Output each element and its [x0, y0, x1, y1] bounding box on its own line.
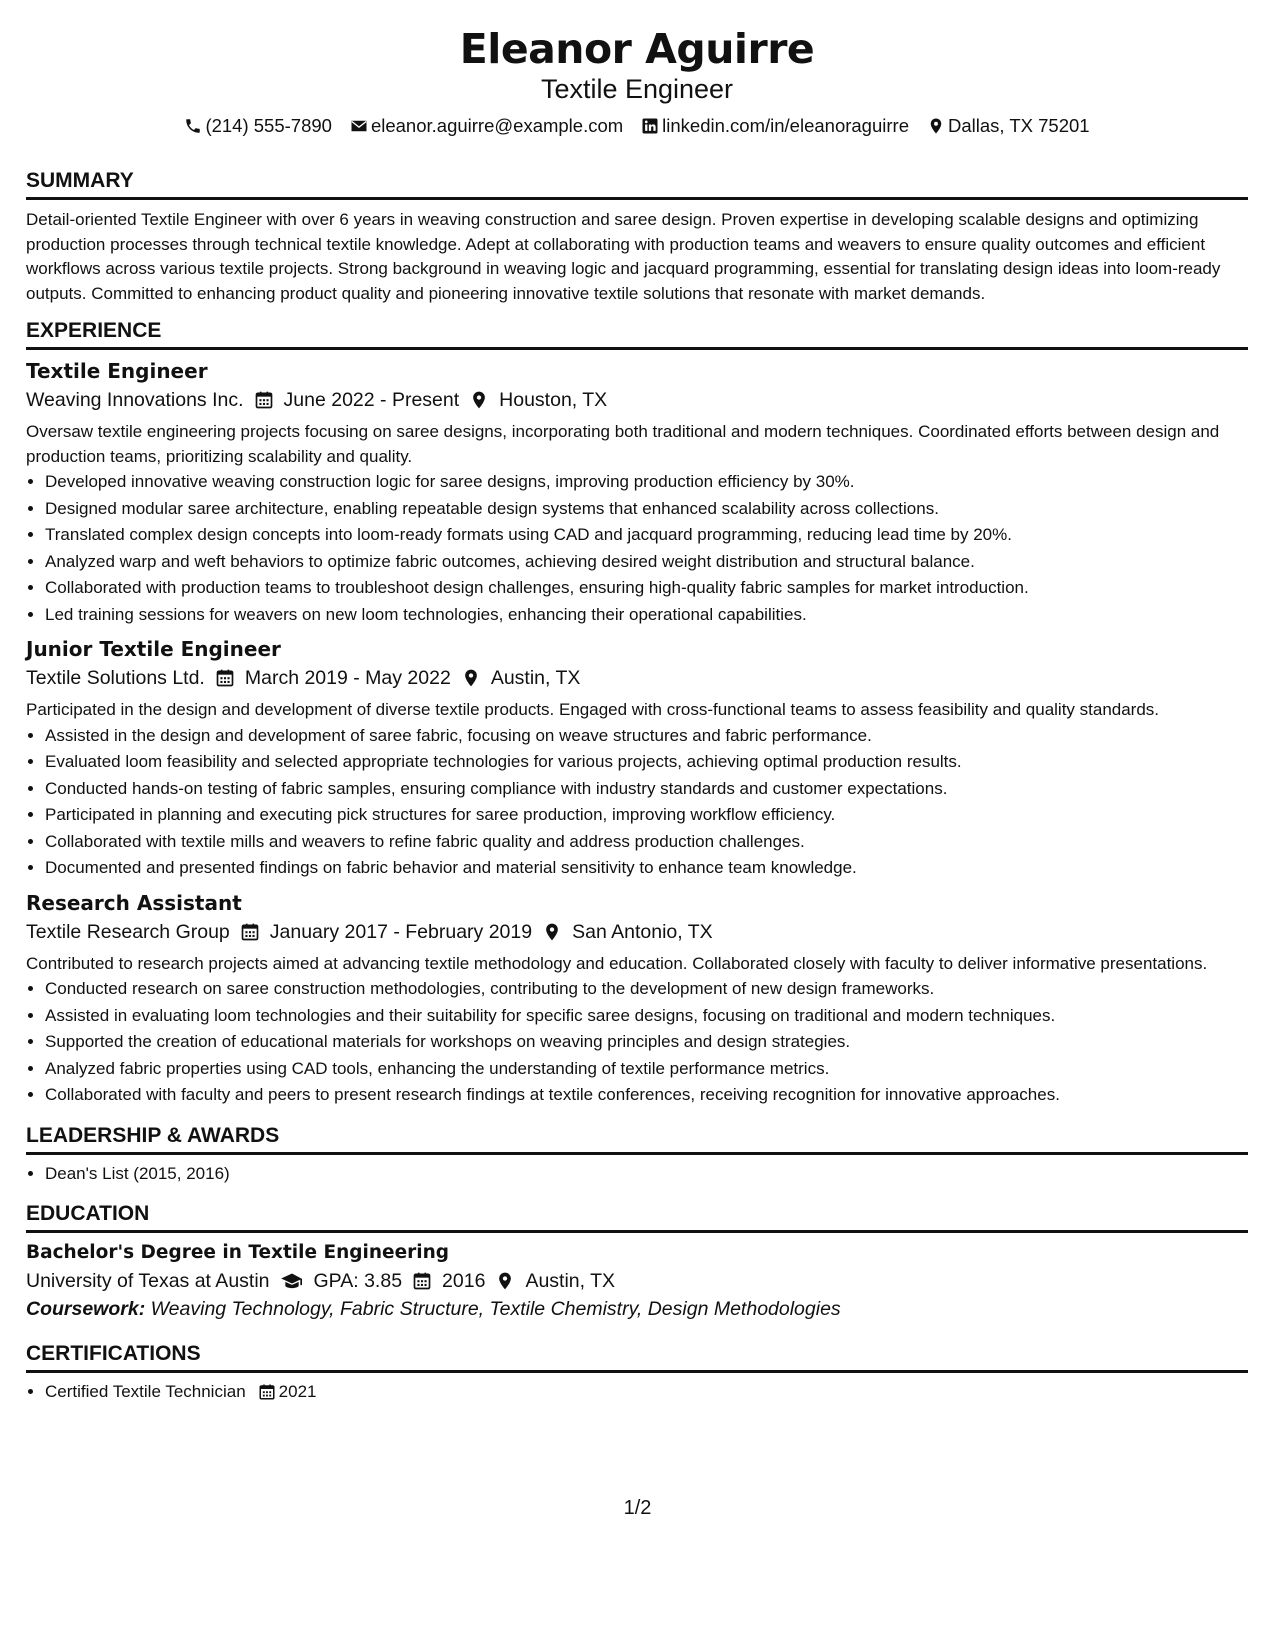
page-number: 1/2	[623, 1497, 652, 1519]
list-item: • Collaborated with textile mills and weavers to refine fabric quality and address production challenges.	[45, 829, 1248, 856]
calendar-icon	[258, 1383, 276, 1401]
location-text: Dallas, TX 75201	[947, 115, 1090, 136]
coursework-label: Coursework:	[26, 1298, 146, 1320]
education-school: University of Texas at Austin	[26, 1270, 270, 1292]
list-item: • Conducted hands-on testing of fabric samples, ensuring compliance with industry standards and customer expectations.	[45, 776, 1248, 803]
job-meta	[26, 918, 1248, 946]
summary-section	[26, 168, 1248, 306]
list-item: • Conducted research on saree construction methodologies, contributing to the development of new design frameworks.	[45, 976, 1248, 1003]
map-pin-icon	[542, 922, 562, 942]
contact-location	[927, 114, 1090, 138]
envelope-icon	[350, 117, 368, 135]
phone-icon	[184, 117, 202, 135]
list-item: • Collaborated with faculty and peers to present research findings at textile conferences, receiving recognition for innovative approaches.	[45, 1082, 1248, 1109]
list-item	[45, 1379, 1248, 1406]
education-degree: Bachelor's Degree in Textile Engineering	[26, 1242, 450, 1263]
list-item: • Evaluated loom feasibility and selected appropriate technologies for various projects, achieving optimal production results.	[45, 749, 1248, 776]
section-heading: EXPERIENCE	[26, 318, 1248, 350]
education-meta	[26, 1267, 1248, 1295]
leadership-section	[26, 1123, 1248, 1188]
list-item: • Analyzed fabric properties using CAD tools, enhancing the understanding of textile performance metrics.	[45, 1056, 1248, 1083]
list-item: • Participated in planning and executing pick structures for saree production, improving workflow efficiency.	[45, 802, 1248, 829]
linkedin-text[interactable]: linkedin.com/in/eleanoraguirre	[662, 115, 909, 136]
graduation-cap-icon	[280, 1271, 304, 1291]
map-pin-icon	[461, 668, 481, 688]
section-heading: LEADERSHIP & AWARDS	[26, 1123, 1248, 1155]
job-description: Oversaw textile engineering projects focusing on saree designs, incorporating both traditional and modern techniques. Coordinated efforts between design and production teams, prioritizing scalability and quality.	[26, 422, 1220, 466]
experience-section	[26, 318, 1248, 1109]
contact-linkedin[interactable]	[641, 114, 909, 138]
map-pin-icon	[469, 390, 489, 410]
education-section	[26, 1201, 1248, 1323]
job-description: Contributed to research projects aimed at advancing textile methodology and education. Collaborated closely with faculty to deliver informative presentations.	[26, 953, 1208, 973]
job-description: Participated in the design and development of diverse textile products. Engaged with cross-functional teams to assess feasibility and quality standards.	[26, 700, 1160, 719]
linkedin-icon	[641, 117, 659, 135]
certifications-section	[26, 1341, 1248, 1406]
section-heading: CERTIFICATIONS	[26, 1341, 1248, 1373]
contact-email[interactable]	[350, 114, 623, 138]
calendar-icon	[215, 668, 235, 688]
education-coursework	[26, 1295, 1248, 1323]
section-heading: EDUCATION	[26, 1201, 1248, 1233]
resume-header	[26, 25, 1248, 138]
job-entry	[26, 636, 1248, 882]
job-company: Weaving Innovations Inc.	[26, 389, 244, 411]
education-gpa: GPA: 3.85	[313, 1270, 403, 1292]
section-heading: SUMMARY	[26, 168, 1248, 200]
certification-date	[258, 1379, 317, 1406]
resume-page	[26, 0, 1248, 1406]
list-item: • Documented and presented findings on fabric behavior and material sensitivity to enhance team knowledge.	[45, 855, 1248, 882]
job-dates: June 2022 - Present	[283, 389, 460, 411]
job-location: Austin, TX	[490, 667, 581, 689]
job-bullets	[26, 976, 1248, 1109]
job-meta	[26, 386, 1248, 414]
calendar-icon	[240, 922, 260, 942]
map-pin-icon	[495, 1271, 515, 1291]
job-role: Textile Engineer	[26, 359, 208, 383]
list-item: • Assisted in the design and development of saree fabric, focusing on weave structures and fabric performance.	[45, 723, 1248, 750]
contact-phone	[184, 114, 332, 138]
contact-bar	[26, 114, 1248, 138]
list-item: • Designed modular saree architecture, enabling repeatable design systems that enhanced scalability across collections.	[45, 496, 1248, 523]
certification-year: 2021	[278, 1382, 317, 1401]
list-item: • Collaborated with production teams to troubleshoot design challenges, ensuring high-quality fabric samples for market introduction.	[45, 575, 1248, 602]
job-role: Junior Textile Engineer	[26, 637, 281, 661]
awards-list	[26, 1161, 1248, 1188]
job-company: Textile Solutions Ltd.	[26, 667, 205, 689]
phone-text: (214) 555-7890	[205, 115, 332, 136]
certification-name: • Certified Textile Technician	[45, 1382, 246, 1401]
list-item: • Translated complex design concepts into loom-ready formats using CAD and jacquard programming, reducing lead time by 20%.	[45, 522, 1248, 549]
job-meta	[26, 664, 1248, 692]
job-entry	[26, 890, 1248, 1109]
list-item: • Dean's List (2015, 2016)	[45, 1161, 1248, 1188]
list-item: • Developed innovative weaving construction logic for saree designs, improving production efficiency by 30%.	[45, 469, 1248, 496]
list-item: • Assisted in evaluating loom technologies and their suitability for specific saree designs, focusing on traditional and modern techniques.	[45, 1003, 1248, 1030]
certifications-list	[26, 1379, 1248, 1406]
job-bullets	[26, 723, 1248, 882]
job-role: Research Assistant	[26, 890, 242, 915]
candidate-name: Eleanor Aguirre	[459, 25, 815, 73]
calendar-icon	[254, 390, 274, 410]
job-location: San Antonio, TX	[572, 920, 713, 943]
candidate-title: Textile Engineer	[540, 74, 734, 104]
job-bullets	[26, 469, 1248, 628]
list-item: • Supported the creation of educational materials for workshops on weaving principles and design strategies.	[45, 1029, 1248, 1056]
list-item: • Led training sessions for weavers on new loom technologies, enhancing their operational capabilities.	[45, 602, 1248, 629]
job-dates: January 2017 - February 2019	[269, 920, 533, 943]
job-dates: March 2019 - May 2022	[244, 667, 451, 689]
job-location: Houston, TX	[499, 389, 608, 411]
job-company: Textile Research Group	[26, 920, 230, 943]
education-location: Austin, TX	[525, 1270, 616, 1292]
job-entry	[26, 358, 1248, 628]
list-item: • Analyzed warp and weft behaviors to optimize fabric outcomes, achieving desired weight distribution and structural balance.	[45, 549, 1248, 576]
summary-text: Detail-oriented Textile Engineer with over 6 years in weaving construction and saree design. Proven expertise in developing scalable designs and optimizing production processes through technical textile knowledge. Adept at collaborating with production teams and weavers to ensure quality outcomes and efficient workflows across various textile projects. Strong background in weaving logic and jacquard programming, essential for translating design ideas into loom-ready outputs. Committed to enhancing product quality and pioneering innovative textile solutions that resonate with market demands.	[26, 210, 1221, 303]
education-year: 2016	[442, 1270, 486, 1292]
coursework-list: Weaving Technology, Fabric Structure, Textile Chemistry, Design Methodologies	[150, 1298, 841, 1320]
certification-entry	[45, 1379, 316, 1406]
calendar-icon	[412, 1271, 432, 1291]
map-pin-icon	[927, 117, 945, 135]
email-text[interactable]: eleanor.aguirre@example.com	[370, 115, 624, 136]
